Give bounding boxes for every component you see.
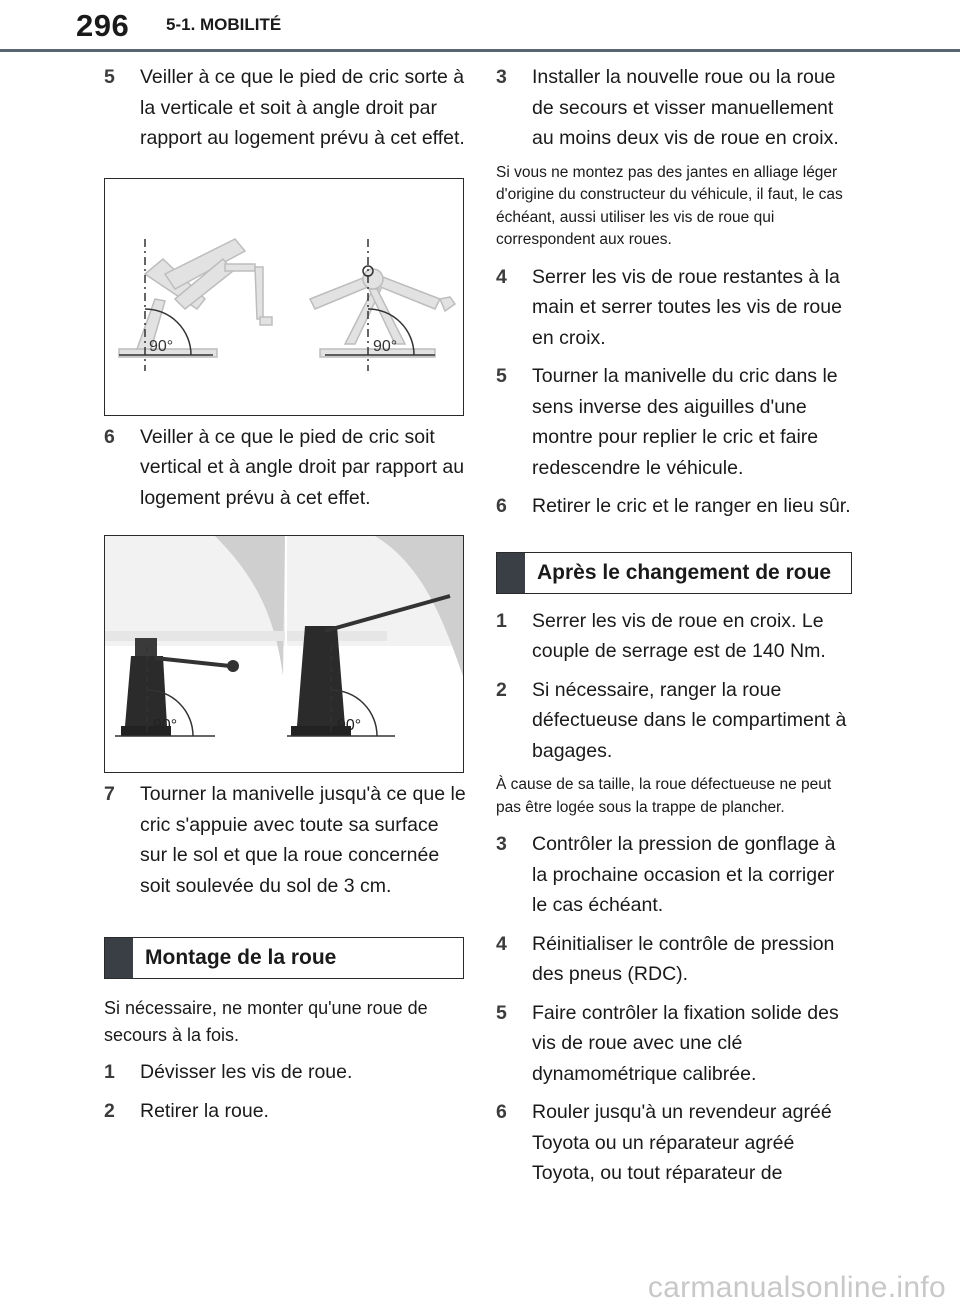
step-number: 1 (496, 609, 507, 632)
jack-placement-photo (104, 535, 464, 773)
step-text: Tourner la manivelle du cric dans le sens inverse des aiguilles d'une montre pour replier le cric et faire redescendre le véhicule. (532, 365, 838, 479)
step-number: 2 (104, 1099, 115, 1122)
step-text: Si nécessaire, ranger la roue défectueuse dans le compartiment à bagages. (532, 678, 847, 762)
step-text: Dévisser les vis de roue. (140, 1061, 353, 1083)
heading-text: Montage de la roue (145, 946, 337, 969)
step-1-unscrew (104, 1057, 466, 1088)
step-2-remove-wheel (104, 1096, 466, 1127)
jack-angle-illustration (104, 178, 464, 416)
heading-montage-de-la-roue (104, 937, 464, 979)
step-3-install-wheel (496, 62, 852, 154)
step-5-check-bolts (496, 998, 852, 1090)
step-text: Serrer les vis de roue en croix. Le couple de serrage est de 140 Nm. (532, 609, 826, 662)
step-text: Veiller à ce que le pied de cric soit vertical et à angle droit par rapport au logement prévu à cet effet. (140, 425, 465, 509)
heading-bar (105, 938, 133, 978)
step-text: Rouler jusqu'à un revendeur agréé Toyota ou un réparateur agréé Toyota, ou tout réparateur de (532, 1101, 832, 1184)
step-number: 5 (496, 365, 507, 387)
step-4-tighten-bolts (496, 262, 852, 354)
step-number: 5 (496, 1001, 507, 1024)
step-number: 6 (104, 425, 115, 448)
step-text: Serrer les vis de roue restantes à la main et serrer toutes les vis de roue en croix. (532, 265, 842, 349)
step-text: Faire contrôler la fixation solide des vis de roue avec une clé dynamométrique calibrée. (532, 1001, 839, 1085)
header-divider (0, 49, 960, 52)
step-text: Installer la nouvelle roue ou la roue de secours et visser manuellement au moins deux vis de roue en croix. (532, 66, 839, 149)
note-wheel-size: À cause de sa taille, la roue défectueuse ne peut pas être logée sous la trappe de plancher. (496, 776, 832, 816)
step-6-dealer (496, 1097, 852, 1189)
step-number: 5 (104, 66, 115, 88)
angle-label-right: 90° (373, 337, 398, 355)
step-number: 7 (104, 783, 115, 805)
step-number: 3 (496, 833, 507, 855)
step-1-torque (496, 606, 852, 667)
step-number: 1 (104, 1061, 115, 1083)
step-2-store-defective (496, 675, 852, 767)
step-6-store-jack (496, 491, 852, 522)
angle-label-left: 90° (149, 337, 174, 355)
step-6-jack-vertical (104, 422, 466, 514)
step-7-crank (104, 779, 466, 901)
step-text: Contrôler la pression de gonflage à la prochaine occasion et la corriger le cas échéant. (532, 833, 836, 916)
step-number: 4 (496, 265, 507, 288)
heading-bar (497, 553, 525, 593)
left-column (104, 62, 466, 1126)
right-column (496, 62, 852, 1189)
step-number: 3 (496, 66, 507, 88)
step-text: Tourner la manivelle jusqu'à ce que le cric s'appuie avec toute sa surface sur le sol et que la roue concernée soit soulevée du sol de 3 cm. (140, 783, 466, 897)
section-title: 5-1. MOBILITÉ (166, 15, 282, 34)
step-number: 4 (496, 932, 507, 955)
angle-label-left: 90° (153, 717, 178, 734)
step-5-jack-foot (104, 62, 466, 154)
step-text: Retirer la roue. (140, 1099, 269, 1122)
step-4-reset-rdc (496, 929, 852, 990)
heading-apres-changement (496, 552, 852, 594)
note-spare-wheel: Si nécessaire, ne monter qu'une roue de secours à la fois. (104, 998, 428, 1045)
step-text: Veiller à ce que le pied de cric sorte à la verticale et soit à angle droit par rapport au logement prévu à cet effet. (140, 66, 465, 149)
page-number: 296 (76, 8, 130, 43)
step-5-lower-jack (496, 361, 852, 483)
step-3-check-pressure (496, 829, 852, 921)
step-text: Retirer le cric et le ranger en lieu sûr. (532, 495, 851, 517)
note-alloy-rims: Si vous ne montez pas des jantes en alliage léger d'origine du constructeur du véhicule, il faut, le cas échéant, aussi utiliser les vis de roue qui correspondent aux roues. (496, 163, 843, 248)
site-watermark: carmanualsonline.info (647, 1271, 946, 1304)
step-number: 6 (496, 1101, 507, 1123)
heading-text: Après le changement de roue (537, 560, 832, 584)
step-text: Réinitialiser le contrôle de pression des pneus (RDC). (532, 932, 835, 985)
step-number: 6 (496, 495, 507, 517)
step-number: 2 (496, 678, 507, 701)
angle-label-right: 90° (337, 717, 362, 734)
